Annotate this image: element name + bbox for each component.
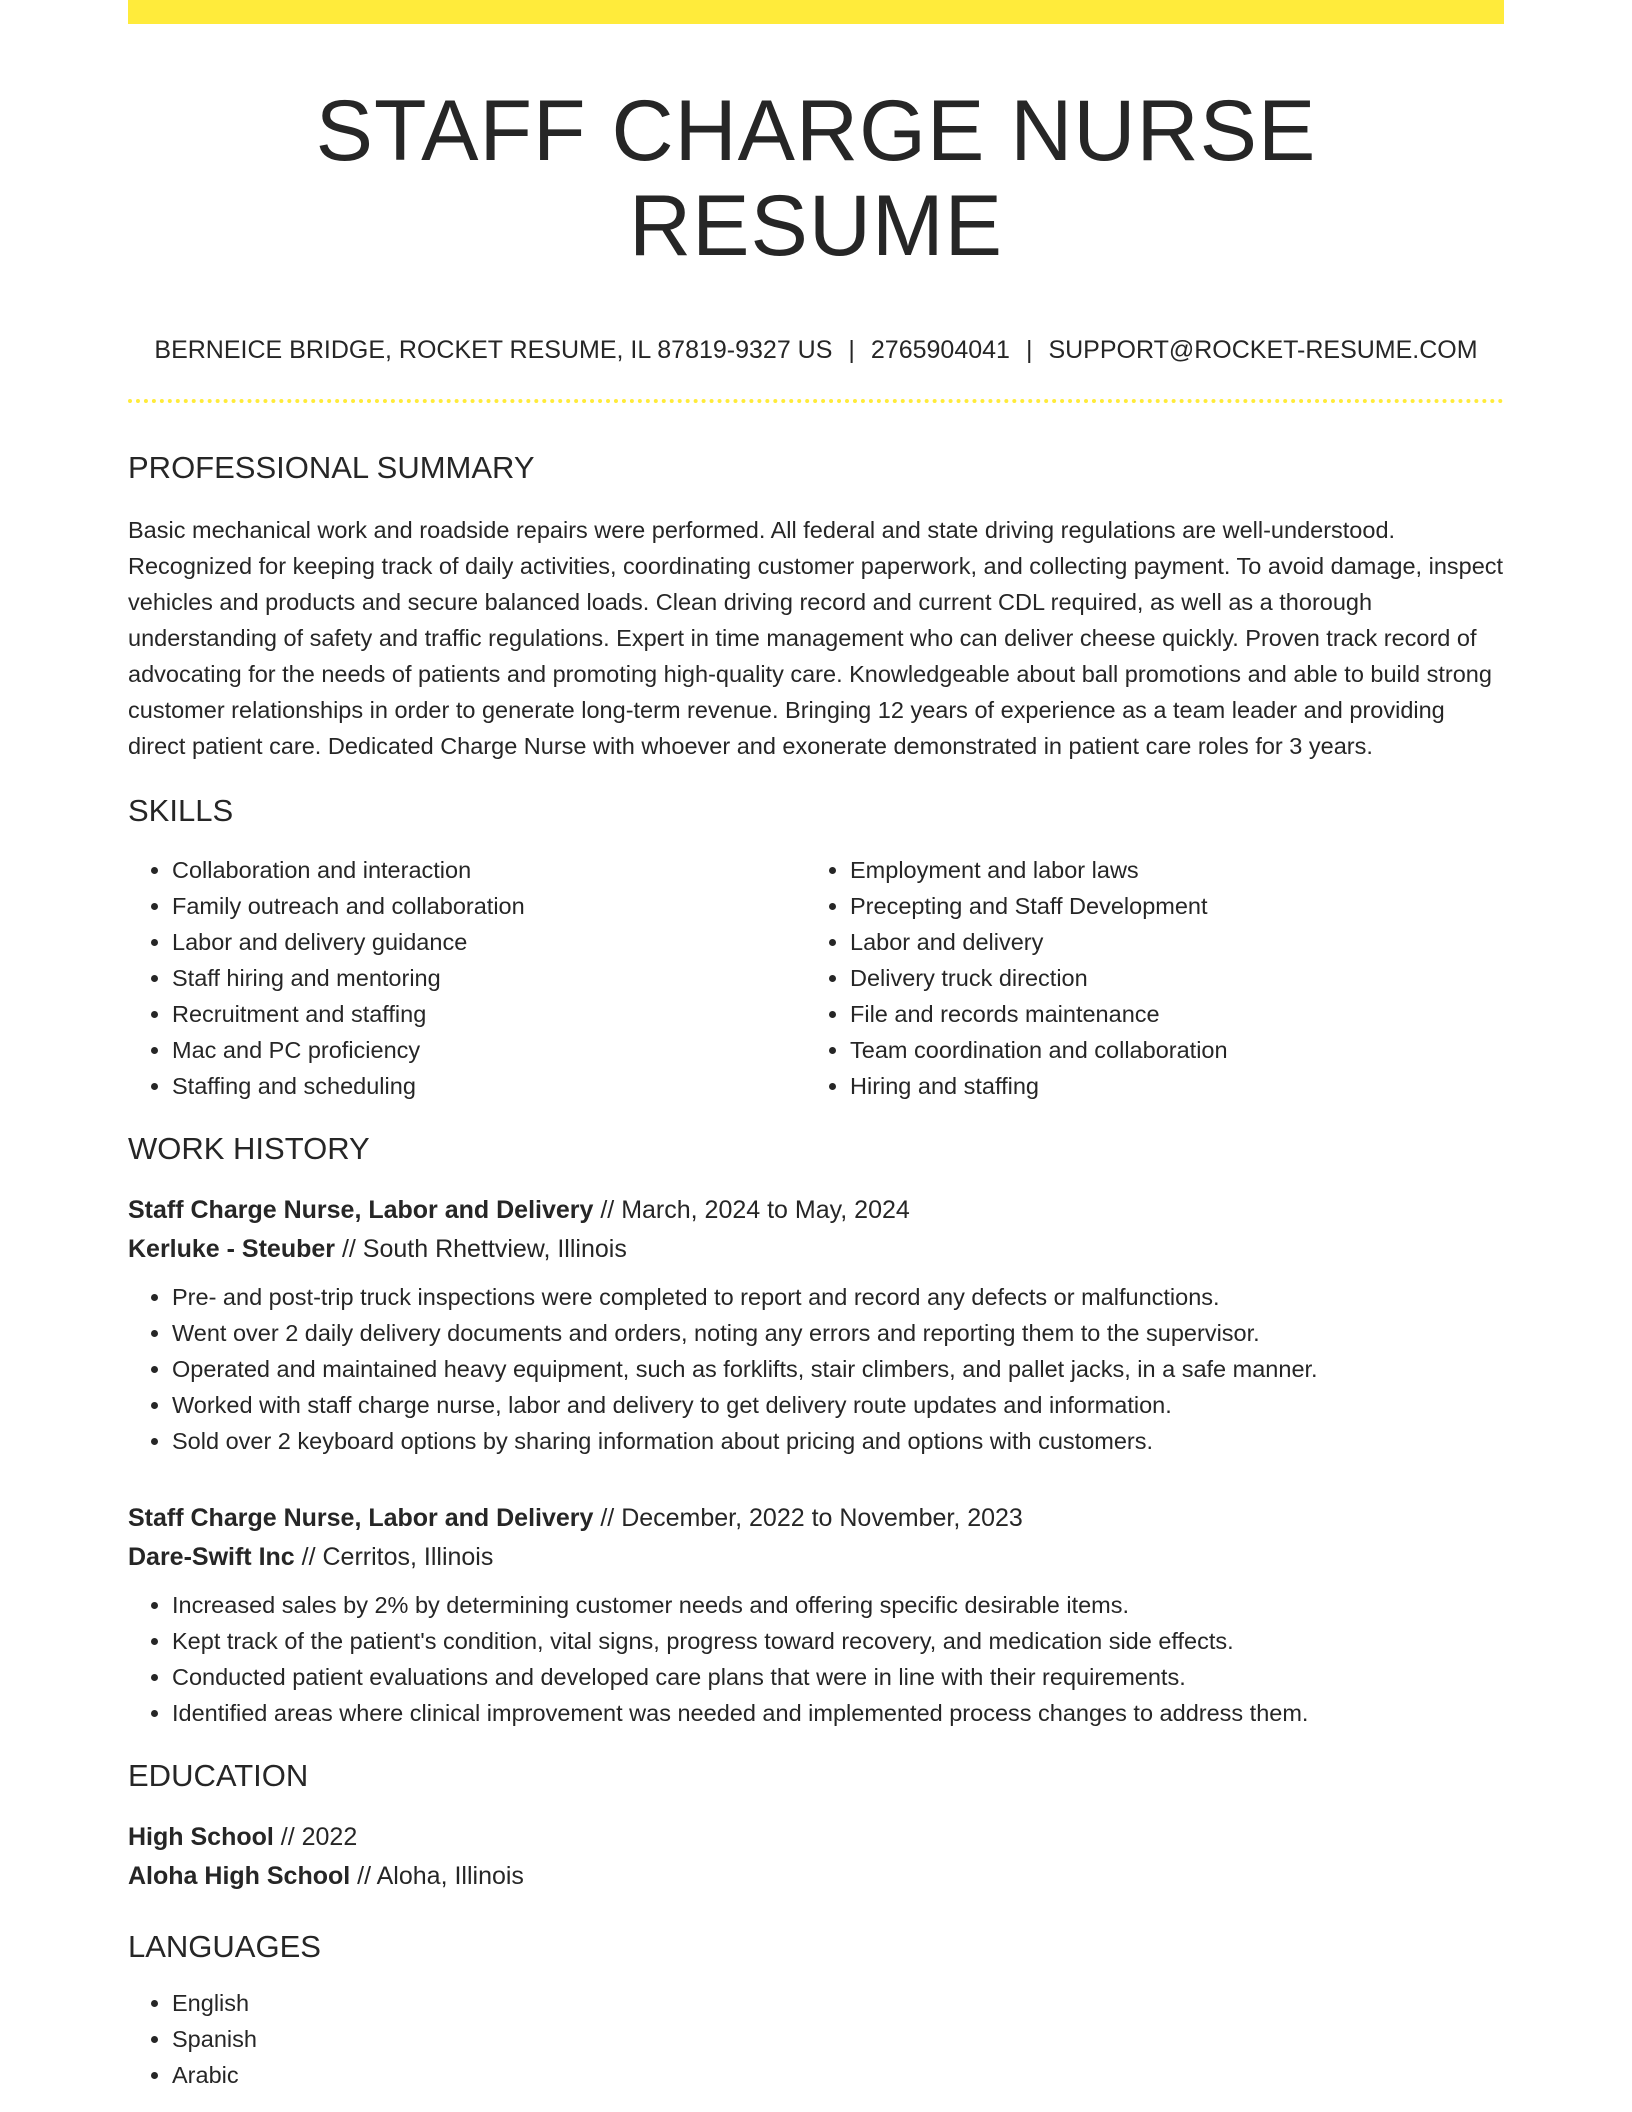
skill-item: • Precepting and Staff Development (850, 888, 1484, 924)
education-school-line (128, 1857, 1504, 1896)
job-bullet: • Pre- and post-trip truck inspections were completed to report and record any defects or malfunctions. (172, 1279, 1504, 1315)
job-bullet: • Increased sales by 2% by determining customer needs and offering specific desirable items. (172, 1587, 1504, 1623)
skill-item: • Staff hiring and mentoring (172, 960, 806, 996)
job-bullet: • Sold over 2 keyboard options by sharing information about pricing and options with customers. (172, 1423, 1504, 1459)
job-company-line (128, 1230, 1504, 1269)
job-dates: // March, 2024 to May, 2024 (593, 1195, 910, 1224)
job-role: Staff Charge Nurse, Labor and Delivery (128, 1195, 594, 1224)
skill-item: • Team coordination and collaboration (850, 1032, 1484, 1068)
job-bullet: • Conducted patient evaluations and developed care plans that were in line with their requirements. (172, 1659, 1504, 1695)
header-divider (128, 399, 1504, 403)
top-accent-bar (128, 0, 1504, 24)
job-bullet: • Worked with staff charge nurse, labor and delivery to get delivery route updates and information. (172, 1387, 1504, 1423)
contact-address: BERNEICE BRIDGE, ROCKET RESUME, IL 87819-9327 US (154, 336, 833, 365)
language-item: • Spanish (172, 2021, 1504, 2057)
education-year: // 2022 (273, 1822, 358, 1851)
language-item: • English (172, 1985, 1504, 2021)
resume-title: STAFF CHARGE NURSE RESUME (315, 83, 1317, 274)
education-degree-line (128, 1818, 1504, 1857)
job-bullet: • Identified areas where clinical improvement was needed and implemented process changes to address them. (172, 1695, 1504, 1731)
skill-item: • Labor and delivery (850, 924, 1484, 960)
skills-list (128, 852, 1504, 1104)
job-bullet: • Operated and maintained heavy equipment, such as forklifts, stair climbers, and pallet jacks, in a safe manner. (172, 1351, 1504, 1387)
contact-separator: | (1025, 336, 1033, 365)
resume-page (128, 0, 1504, 2093)
job-entry (128, 1191, 1504, 1459)
language-item: • Arabic (172, 2057, 1504, 2093)
languages-heading: LANGUAGES (128, 1928, 321, 1964)
contact-email[interactable]: SUPPORT@ROCKET-RESUME.COM (1048, 336, 1478, 365)
education-heading: EDUCATION (128, 1757, 309, 1793)
education-school: Aloha High School (128, 1861, 351, 1890)
education-degree: High School (128, 1822, 274, 1851)
languages-list (128, 1985, 1504, 2093)
skill-item: • Labor and delivery guidance (172, 924, 806, 960)
contact-separator: | (848, 336, 855, 365)
job-bullets (128, 1587, 1504, 1731)
job-company-line (128, 1538, 1504, 1577)
job-title-line (128, 1191, 1504, 1230)
skills-heading: SKILLS (128, 793, 234, 829)
skill-item: • Recruitment and staffing (172, 996, 806, 1032)
contact-line (128, 335, 1504, 365)
skills-column-right (806, 852, 1484, 1104)
job-entry (128, 1499, 1504, 1731)
skill-item: • Delivery truck direction (850, 960, 1484, 996)
job-bullets (128, 1279, 1504, 1459)
job-role: Staff Charge Nurse, Labor and Delivery (128, 1503, 594, 1532)
job-company: Dare-Swift Inc (128, 1542, 295, 1571)
job-location: // South Rhettview, Illinois (335, 1234, 627, 1263)
skill-item: • Collaboration and interaction (172, 852, 806, 888)
job-dates: // December, 2022 to November, 2023 (593, 1503, 1023, 1532)
job-location: // Cerritos, Illinois (294, 1542, 494, 1571)
skill-item: • Staffing and scheduling (172, 1068, 806, 1104)
skills-column-left (128, 852, 806, 1104)
education-location: // Aloha, Illinois (350, 1861, 524, 1890)
skill-item: • Hiring and staffing (850, 1068, 1484, 1104)
job-bullet: • Went over 2 daily delivery documents and orders, noting any errors and reporting them to the supervisor. (172, 1315, 1504, 1351)
summary-heading: PROFESSIONAL SUMMARY (128, 450, 535, 486)
skill-item: • Family outreach and collaboration (172, 888, 806, 924)
job-company: Kerluke - Steuber (128, 1234, 336, 1263)
education-entry (128, 1818, 1504, 1896)
skill-item: • Employment and labor laws (850, 852, 1484, 888)
contact-phone: 2765904041 (870, 336, 1010, 365)
summary-text: Basic mechanical work and roadside repairs were performed. All federal and state driving regulations are well-understood. Recognized for keeping track of daily activities, coordinating customer paperwork, and collecting payment. To avoid damage, inspect vehicles and products and secure balanced loads. Clean driving record and current CDL required, as well as a thorough understanding of safety and traffic regulations. Expert in time management who can deliver cheese quickly. Proven track record of advocating for the needs of patients and promoting high-quality care. Knowledgeable about ball promotions and able to build strong customer relationships in order to generate long-term revenue. Bringing 12 years of experience as a team leader and providing direct patient care. Dedicated Charge Nurse with whoever and exonerate demonstrated in patient care roles for 3 years. (128, 517, 1504, 760)
work-history-heading: WORK HISTORY (128, 1130, 370, 1166)
skill-item: • Mac and PC proficiency (172, 1032, 806, 1068)
job-bullet: • Kept track of the patient's condition, vital signs, progress toward recovery, and medication side effects. (172, 1623, 1504, 1659)
skill-item: • File and records maintenance (850, 996, 1484, 1032)
job-title-line (128, 1499, 1504, 1538)
